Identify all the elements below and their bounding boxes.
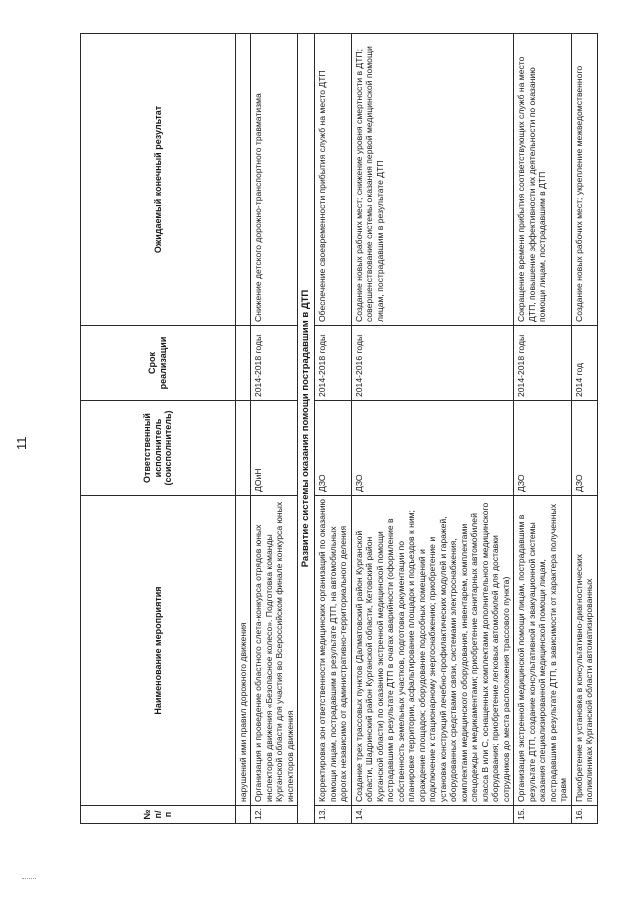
header-num: № п/п (81, 806, 236, 824)
table-row (236, 34, 251, 824)
cell-executor: ДЗО (514, 401, 571, 496)
header-executor: Ответственный исполнитель (соисполнитель) (81, 401, 236, 496)
header-term: Срок реализации (81, 326, 236, 401)
scan-artifact (22, 878, 36, 881)
section-row (298, 34, 315, 824)
cell-num (236, 806, 251, 824)
cell-name: Создание трех трассовых пунктов (Далматовский район Курганской области, Шадринский район Курганской области, Кетовский район Курганской области) по оказанию экстренной медицинской помощи пострадавшим в результате ДТП в очагах аварийности (оформление в собственность земельных участков, подготовка документации по планировке территории, асфальтирование площадок и подъездов к ним; ограждение площадок; оборудование подсобных помещений и подключение к стационарному энергоснабжению; приобретение и установка конструкций лечебно-профилактических модулей и гаражей, оборудованных средствами связи, системами электроснабжения, комплектами медицинского оборудования, инвентарем, комплектами спецодежды и медикаментами; приобретение санитарных автомобилей класса В или С, оснащенных комплектами дополнительного медицинского оборудования; приобретение легковых автомобилей для доставки сотрудников до места расположения трассового пункта) (351, 496, 513, 806)
cell-num: 15. (514, 806, 571, 824)
table-row (351, 34, 513, 824)
cell-executor: ДЗО (571, 401, 597, 496)
cell-term (236, 326, 251, 401)
cell-num: 14. (351, 806, 513, 824)
page-number: 11 (14, 436, 29, 450)
cell-executor: ДОиН (251, 401, 298, 496)
cell-name: Организация и проведение областного слета-конкурса отрядов юных инспекторов движения «Безопасное колесо». Подготовка команды Курганской области для участия во Всероссийском финале конкурса юных инспекторов движения (251, 496, 298, 806)
table-row (315, 34, 351, 824)
cell-num: 13. (315, 806, 351, 824)
rotated-page (80, 34, 595, 824)
cell-executor: ДЗО (315, 401, 351, 496)
table-row (571, 34, 597, 824)
activities-table (80, 33, 598, 824)
cell-term: 2014 год (571, 326, 597, 401)
cell-result: Снижение детского дорожно-транспортного травматизма (251, 34, 298, 326)
table-header-row (81, 34, 236, 824)
cell-term: 2014-2018 годы (251, 326, 298, 401)
cell-executor: ДЗО (351, 401, 513, 496)
cell-result (236, 34, 251, 326)
cell-term: 2014-2018 годы (315, 326, 351, 401)
table-row (514, 34, 571, 824)
cell-name: Приобретение и установка в консультативно-диагностических поликлиниках Курганской области автоматизированных (571, 496, 597, 806)
cell-name: нарушений ими правил дорожного движения (236, 496, 251, 806)
cell-term: 2014-2018 годы (514, 326, 571, 401)
cell-num: 12. (251, 806, 298, 824)
cell-result: Создание новых рабочих мест; снижение уровня смертности в ДТП; совершенствование системы оказания первой медицинской помощи лицам, пострадавшим в результате ДТП (351, 34, 513, 326)
cell-result: Сокращение времени прибытия соответствующих служб на место ДТП, повышение эффективности их деятельности по оказанию помощи лицам, пострадавшим в ДТП (514, 34, 571, 326)
cell-num: 16. (571, 806, 597, 824)
cell-name: Корректировка зон ответственности медицинских организаций по оказанию помощи лицам, пострадавшим в результате ДТП, на автомобильных дорогах независимо от административно-территориального деления (315, 496, 351, 806)
cell-term: 2014-2016 годы (351, 326, 513, 401)
header-name: Наименование мероприятия (81, 496, 236, 806)
cell-executor (236, 401, 251, 496)
cell-result: Создание новых рабочих мест; укрепление межведомственного (571, 34, 597, 326)
section-title: Развитие системы оказания помощи пострадавшим в ДТП (298, 34, 315, 824)
table-row (251, 34, 298, 824)
cell-name: Организация экстренной медицинской помощи лицам, пострадавшим в результате ДТП, создание консультативной и эвакуационной системы оказания специализированной медицинской помощи лицам, пострадавшим в результате ДТП, в зависимости от характера полученных травм (514, 496, 571, 806)
cell-result: Обеспечение своевременности прибытия служб на место ДТП (315, 34, 351, 326)
header-result: Ожидаемый конечный результат (81, 34, 236, 326)
